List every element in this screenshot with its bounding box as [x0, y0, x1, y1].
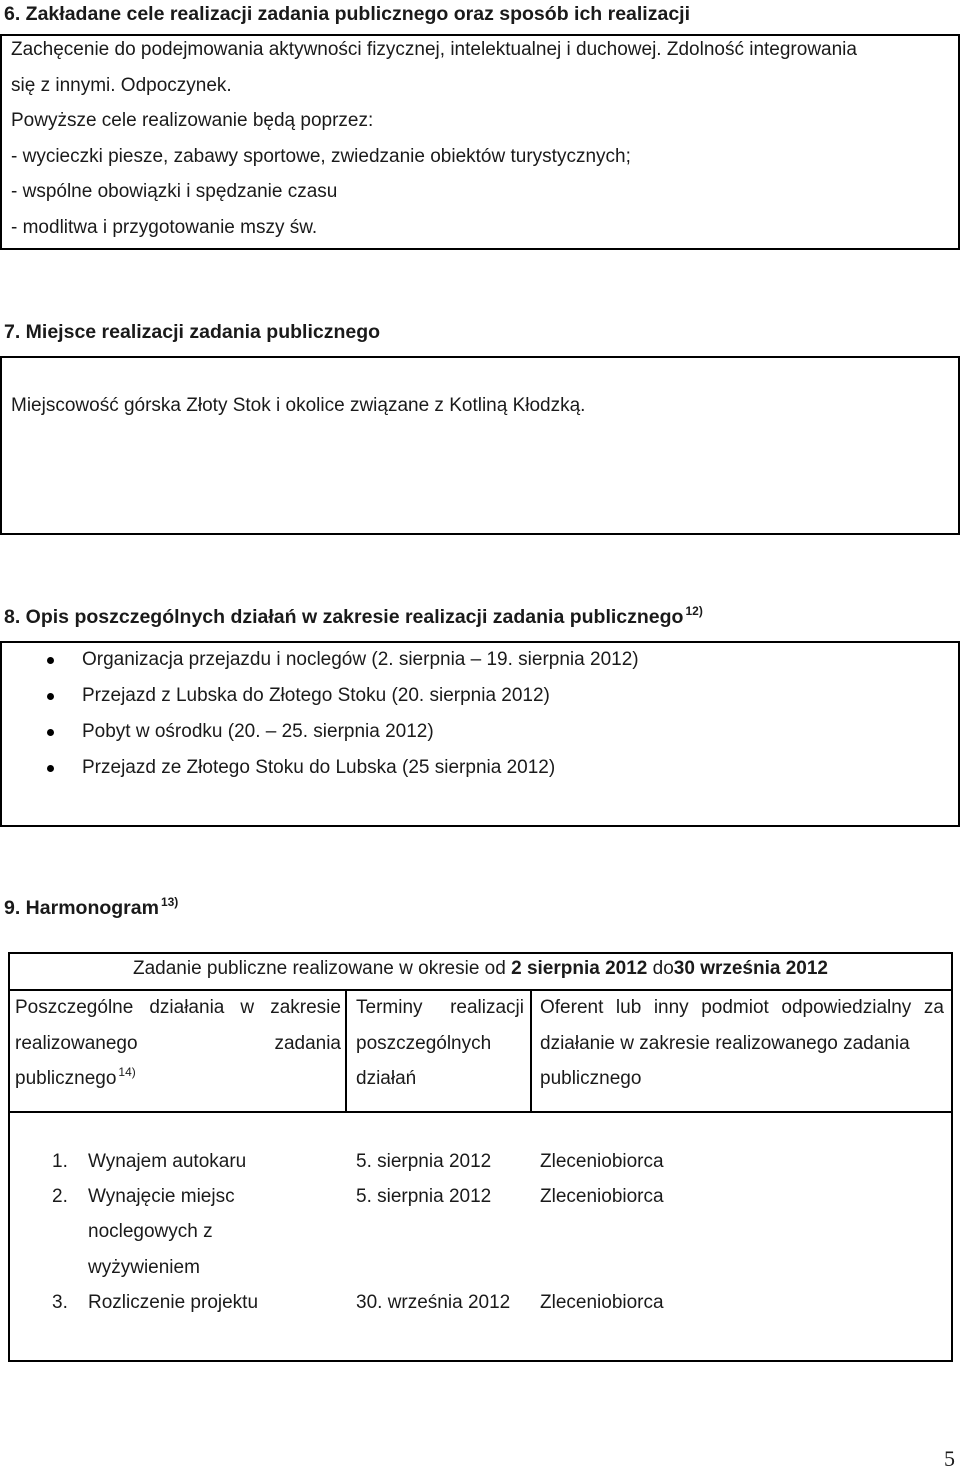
- row-date: 5. sierpnia 2012: [356, 1151, 492, 1172]
- section-7-box: [0, 356, 960, 535]
- period-prefix: Zadanie publiczne realizowane w okresie od: [132, 958, 512, 979]
- section-6-line: - modlitwa i przygotowanie mszy św.: [11, 217, 318, 238]
- section-9-footnote: 13): [160, 895, 179, 909]
- bullet-icon: [47, 657, 54, 664]
- header-word: lub: [615, 997, 642, 1018]
- header-word: publicznego: [15, 1068, 117, 1089]
- row-action: wyżywieniem: [88, 1257, 200, 1278]
- row-date: 30. września 2012: [356, 1292, 511, 1313]
- row-number: 2.: [52, 1186, 68, 1207]
- table-border: [8, 1360, 953, 1362]
- header-word: odpowiedzialny: [781, 997, 912, 1018]
- col3-header-line: działanie w zakresie realizowanego zadania: [540, 1033, 910, 1054]
- period-start: 2 sierpnia 2012: [511, 958, 648, 979]
- header-word: działania: [149, 997, 225, 1018]
- list-item-text: Przejazd z Lubska do Złotego Stoku (20. sierpnia 2012): [82, 685, 550, 706]
- row-action: Wynajem autokaru: [88, 1151, 247, 1172]
- section-6-box: [0, 34, 960, 250]
- list-item-text: Pobyt w ośrodku (20. – 25. sierpnia 2012): [82, 721, 434, 742]
- table-border: [8, 952, 10, 1362]
- row-action: Rozliczenie projektu: [88, 1292, 259, 1313]
- list-item: [2, 720, 960, 744]
- col2-header-line: poszczególnych: [356, 1033, 492, 1054]
- section-6-line: się z innymi. Odpoczynek.: [11, 75, 232, 96]
- section-9-heading-text: 9. Harmonogram: [4, 897, 159, 919]
- section-8-footnote: 12): [685, 604, 703, 618]
- table-border: [951, 952, 953, 1362]
- row-who: Zleceniobiorca: [540, 1292, 664, 1313]
- header-word: za: [923, 997, 944, 1018]
- header-word: Oferent: [540, 997, 604, 1018]
- section-6-line: - wycieczki piesze, zabawy sportowe, zwiedzanie obiektów turystycznych;: [11, 146, 631, 167]
- bullet-icon: [47, 729, 54, 736]
- section-6-heading: 6. Zakładane cele realizacji zadania publicznego oraz sposób ich realizacji: [4, 3, 691, 25]
- section-8-box: [0, 641, 960, 827]
- row-who: Zleceniobiorca: [540, 1151, 664, 1172]
- section-7-heading: 7. Miejsce realizacji zadania publicznego: [4, 321, 381, 343]
- section-6-line: Powyższe cele realizowanie będą poprzez:: [11, 110, 374, 131]
- section-6-line: - wspólne obowiązki i spędzanie czasu: [11, 181, 338, 202]
- list-item: [2, 648, 960, 672]
- row-number: 3.: [52, 1292, 68, 1313]
- header-word: podmiot: [701, 997, 769, 1018]
- header-word: inny: [653, 997, 689, 1018]
- header-word: zadania: [274, 1033, 341, 1054]
- section-6-line: Zachęcenie do podejmowania aktywności fizycznej, intelektualnej i duchowej. Zdolność integrowania: [11, 39, 857, 60]
- col3-header-line: [540, 996, 944, 1020]
- bullet-icon: [47, 693, 54, 700]
- list-item: [2, 756, 960, 780]
- header-word: zakresie: [270, 997, 341, 1018]
- list-item-text: Przejazd ze Złotego Stoku do Lubska (25 sierpnia 2012): [82, 757, 556, 778]
- section-9-heading: [4, 897, 178, 920]
- table-border: [8, 952, 953, 954]
- header-word: realizacji: [450, 997, 524, 1018]
- row-date: 5. sierpnia 2012: [356, 1186, 492, 1207]
- col1-header-line: [15, 1067, 136, 1092]
- header-word: w: [240, 997, 255, 1018]
- section-8-heading: [4, 606, 703, 629]
- page-number: 5: [944, 1446, 955, 1471]
- col3-header-line: publicznego: [540, 1068, 642, 1089]
- table-border: [8, 1111, 953, 1113]
- row-who: Zleceniobiorca: [540, 1186, 664, 1207]
- header-word: realizowanego: [15, 1033, 138, 1054]
- header-word: Poszczególne: [15, 997, 134, 1018]
- col2-header-line: [356, 996, 524, 1020]
- list-item: [2, 684, 960, 708]
- bullet-icon: [47, 765, 54, 772]
- col2-header-line: działań: [356, 1068, 417, 1089]
- row-number: 1.: [52, 1151, 68, 1172]
- col1-header-line: [15, 1032, 341, 1056]
- table-border: [345, 989, 347, 1113]
- row-action: Wynajęcie miejsc: [88, 1186, 235, 1207]
- list-item-text: Organizacja przejazdu i noclegów (2. sierpnia – 19. sierpnia 2012): [82, 649, 639, 670]
- row-action: noclegowych z: [88, 1221, 213, 1242]
- table-border: [530, 989, 532, 1113]
- section-8-heading-text: 8. Opis poszczególnych działań w zakresie realizacji zadania publicznego: [4, 606, 684, 628]
- header-footnote: 14): [118, 1065, 136, 1079]
- period-end: 30 września 2012: [673, 958, 828, 979]
- section-7-text: Miejscowość górska Złoty Stok i okolice związane z Kotliną Kłodzką.: [11, 395, 586, 416]
- col1-header-line: [15, 996, 341, 1020]
- period-row: [8, 957, 953, 981]
- header-word: Terminy: [356, 997, 423, 1018]
- table-border: [8, 989, 953, 991]
- period-mid: do: [647, 958, 674, 979]
